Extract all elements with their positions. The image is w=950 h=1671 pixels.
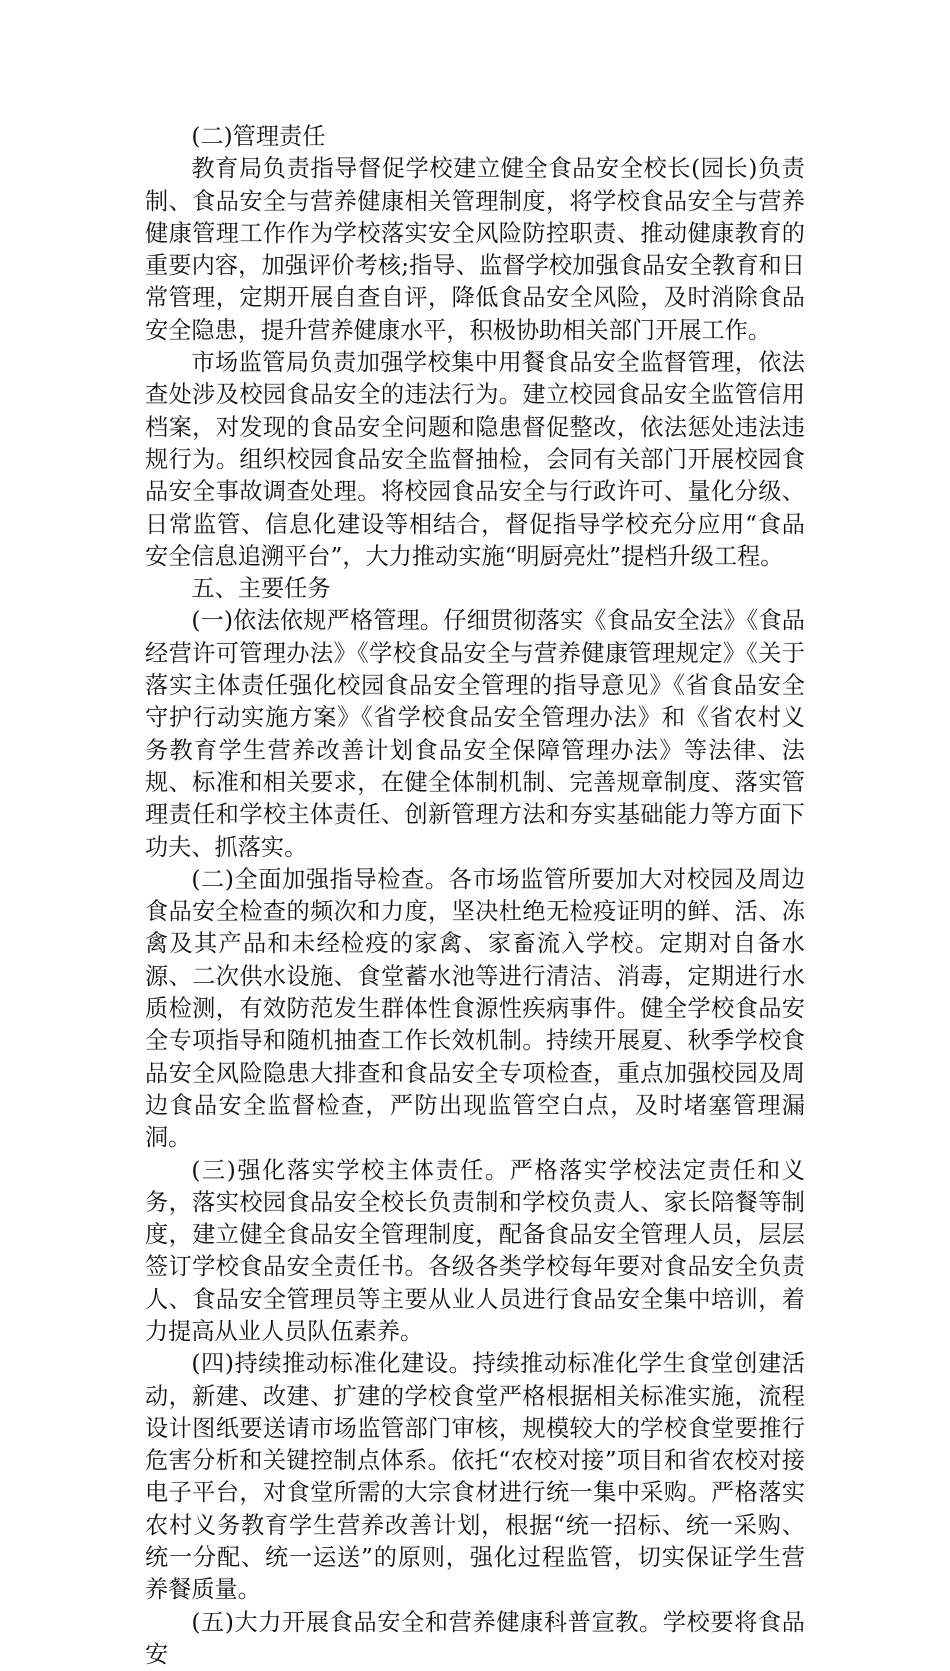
paragraph-task-1: (一)依法依规严格管理。仔细贯彻落实《食品安全法》《食品经营许可管理办法》《学校食品安全与营养健康管理规定》《关于落实主体责任强化校园食品安全管理的指导意见》《省食品安全守护行动实施方案》《省学校食品安全管理办法》和《省农村义务教育学生营养改善计划食品安全保障管理办法》等法律、法规、标准和相关要求，在健全体制机制、完善规章制度、落实管理责任和学校主体责任、创新管理方法和夯实基础能力等方面下功夫、抓落实。 — [145, 607, 805, 861]
document-body — [145, 121, 805, 1671]
paragraph-task-2: (二)全面加强指导检查。各市场监管所要加大对校园及周边食品安全检查的频次和力度，坚决杜绝无检疫证明的鲜、活、冻禽及其产品和未经检疫的家禽、家畜流入学校。定期对自备水源、二次供水设施、食堂蓄水池等进行清洁、消毒，定期进行水质检测，有效防范发生群体性食源性疾病事件。健全学校食品安全专项指导和随机抽查工作长效机制。持续开展夏、秋季学校食品安全风险隐患大排查和食品安全专项检查，重点加强校园及周边食品安全监督检查，严防出现监管空白点，及时堵塞管理漏洞。 — [145, 865, 805, 1152]
heading-management-responsibility: (二)管理责任 — [191, 123, 326, 150]
heading-main-tasks: 五、主要任务 — [191, 575, 331, 603]
paragraph-task-5: (五)大力开展食品安全和营养健康科普宣教。学校要将食品安 — [145, 1608, 805, 1668]
paragraph-task-4: (四)持续推动标准化建设。持续推动标准化学生食堂创建活动，新建、改建、扩建的学校食堂严格根据相关标准实施，流程设计图纸要送请市场监管部门审核，规模较大的学校食堂要推行危害分析和关键控制点体系。依托“农校对接”项目和省农校对接电子平台，对食堂所需的大宗食材进行统一集中采购。严格落实农村义务教育学生营养改善计划，根据“统一招标、统一采购、统一分配、统一运送”的原则，强化过程监管，切实保证学生营养餐质量。 — [145, 1350, 805, 1604]
paragraph-education-bureau: 教育局负责指导督促学校建立健全食品安全校长(园长)负责制、食品安全与营养健康相关管理制度，将学校食品安全与营养健康管理工作作为学校落实安全风险防控职责、推动健康教育的重要内容，加强评价考核;指导、监督学校加强食品安全教育和日常管理，定期开展自查自评，降低食品安全风险，及时消除食品安全隐患，提升营养健康水平，积极协助相关部门开展工作。 — [145, 155, 805, 344]
paragraph-market-supervision-bureau: 市场监管局负责加强学校集中用餐食品安全监督管理，依法查处涉及校园食品安全的违法行为。建立校园食品安全监管信用档案，对发现的食品安全问题和隐患督促整改，依法惩处违法违规行为。组织校园食品安全监督抽检，会同有关部门开展校园食品安全事故调查处理。将校园食品安全与行政许可、量化分级、日常监管、信息化建设等相结合，督促指导学校充分应用“食品安全信息追溯平台”，大力推动实施“明厨亮灶”提档升级工程。 — [145, 349, 805, 570]
paragraph-task-3: (三)强化落实学校主体责任。严格落实学校法定责任和义务，落实校园食品安全校长负责制和学校负责人、家长陪餐等制度，建立健全食品安全管理制度，配备食品安全管理人员，层层签订学校食品安全责任书。各级各类学校每年要对食品安全负责人、食品安全管理员等主要从业人员进行食品安全集中培训，着力提高从业人员队伍素养。 — [145, 1156, 805, 1345]
